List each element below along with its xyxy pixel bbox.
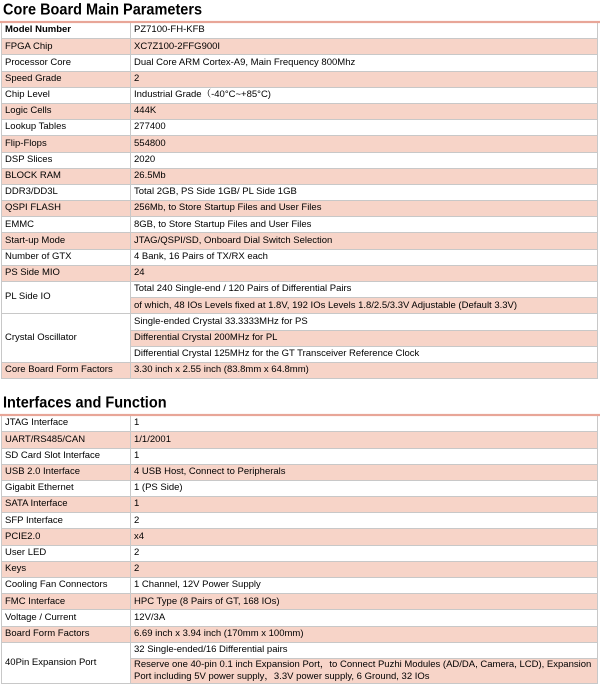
param-name-cell: JTAG Interface xyxy=(2,416,131,432)
param-value-cell: Single-ended Crystal 33.3333MHz for PS xyxy=(131,314,598,330)
table-row xyxy=(2,217,598,233)
param-value-cell: 1 xyxy=(131,448,598,464)
interfaces-section-title: Interfaces and Function xyxy=(0,392,600,416)
param-name-cell: Gigabit Ethernet xyxy=(2,480,131,496)
param-value-cell: JTAG/QSPI/SD, Onboard Dial Switch Selection xyxy=(131,233,598,249)
table-row xyxy=(2,39,598,55)
param-value-cell: 277400 xyxy=(131,120,598,136)
table-row xyxy=(2,87,598,103)
param-name-cell: Lookup Tables xyxy=(2,120,131,136)
table-row xyxy=(2,464,598,480)
param-name-cell: User LED xyxy=(2,545,131,561)
param-value-cell: Differential Crystal 200MHz for PL xyxy=(131,330,598,346)
param-name-cell: Cooling Fan Connectors xyxy=(2,578,131,594)
param-name-cell: Flip-Flops xyxy=(2,136,131,152)
core-params-table xyxy=(1,22,598,379)
param-name-cell: 40Pin Expansion Port xyxy=(2,642,131,683)
table-row xyxy=(2,594,598,610)
table-row xyxy=(2,610,598,626)
param-name-cell: DDR3/DD3L xyxy=(2,184,131,200)
table-row xyxy=(2,513,598,529)
table-row xyxy=(2,71,598,87)
param-name-cell: USB 2.0 Interface xyxy=(2,464,131,480)
table-row xyxy=(2,448,598,464)
param-value-cell: PZ7100-FH-KFB xyxy=(131,23,598,39)
param-name-cell: Crystal Oscillator xyxy=(2,314,131,363)
table-row xyxy=(2,282,598,298)
param-name-cell: QSPI FLASH xyxy=(2,201,131,217)
table-row xyxy=(2,55,598,71)
interfaces-section xyxy=(0,393,600,684)
param-value-cell: Total 240 Single-end / 120 Pairs of Differential Pairs xyxy=(131,282,598,298)
param-name-cell: EMMC xyxy=(2,217,131,233)
table-row xyxy=(2,103,598,119)
table-row xyxy=(2,249,598,265)
table-row xyxy=(2,642,598,658)
param-value-cell: 444K xyxy=(131,103,598,119)
table-row xyxy=(2,201,598,217)
table-row xyxy=(2,416,598,432)
param-name-cell: PCIE2.0 xyxy=(2,529,131,545)
interfaces-table xyxy=(1,415,598,684)
param-name-cell: SATA Interface xyxy=(2,497,131,513)
param-name-cell: Keys xyxy=(2,561,131,577)
param-value-cell: 256Mb, to Store Startup Files and User Files xyxy=(131,201,598,217)
param-name-cell: Core Board Form Factors xyxy=(2,362,131,378)
param-value-cell: Differential Crystal 125MHz for the GT Transceiver Reference Clock xyxy=(131,346,598,362)
table-row xyxy=(2,529,598,545)
param-value-cell: 12V/3A xyxy=(131,610,598,626)
param-value-cell: 26.5Mb xyxy=(131,168,598,184)
param-name-cell: Processor Core xyxy=(2,55,131,71)
table-row xyxy=(2,578,598,594)
param-name-cell: PS Side MIO xyxy=(2,265,131,281)
param-value-cell: 24 xyxy=(131,265,598,281)
param-name-cell: Voltage / Current xyxy=(2,610,131,626)
param-value-cell: 2 xyxy=(131,561,598,577)
param-value-cell: 554800 xyxy=(131,136,598,152)
param-value-cell: 1 xyxy=(131,416,598,432)
table-row xyxy=(2,233,598,249)
param-name-cell: SFP Interface xyxy=(2,513,131,529)
param-name-cell: BLOCK RAM xyxy=(2,168,131,184)
param-value-cell: 4 USB Host, Connect to Peripherals xyxy=(131,464,598,480)
table-row xyxy=(2,120,598,136)
table-row xyxy=(2,136,598,152)
param-value-cell: x4 xyxy=(131,529,598,545)
param-value-cell: Reserve one 40-pin 0.1 inch Expansion Port，to Connect Puzhi Modules (AD/DA, Camera, LCD), Expansion Port including 5V power supply，3.3V power supply, 6 Ground, 32 IOs xyxy=(131,658,598,683)
table-row xyxy=(2,314,598,330)
table-row xyxy=(2,545,598,561)
table-row xyxy=(2,184,598,200)
param-name-cell: Start-up Mode xyxy=(2,233,131,249)
param-value-cell: 2 xyxy=(131,545,598,561)
param-name-cell: Board Form Factors xyxy=(2,626,131,642)
table-row xyxy=(2,362,598,378)
param-value-cell: Industrial Grade（-40°C~+85°C) xyxy=(131,87,598,103)
param-name-cell: Logic Cells xyxy=(2,103,131,119)
param-value-cell: 4 Bank, 16 Pairs of TX/RX each xyxy=(131,249,598,265)
param-value-cell: 8GB, to Store Startup Files and User Files xyxy=(131,217,598,233)
param-value-cell: 1 xyxy=(131,497,598,513)
param-name-cell: UART/RS485/CAN xyxy=(2,432,131,448)
param-value-cell: 6.69 inch x 3.94 inch (170mm x 100mm) xyxy=(131,626,598,642)
table-row xyxy=(2,265,598,281)
table-row xyxy=(2,432,598,448)
param-value-cell: 1 (PS Side) xyxy=(131,480,598,496)
core-section-title: Core Board Main Parameters xyxy=(0,0,600,23)
param-name-cell: Number of GTX xyxy=(2,249,131,265)
table-row xyxy=(2,23,598,39)
param-value-cell: 1/1/2001 xyxy=(131,432,598,448)
table-row xyxy=(2,168,598,184)
param-value-cell: HPC Type (8 Pairs of GT, 168 IOs) xyxy=(131,594,598,610)
table-row xyxy=(2,480,598,496)
param-name-cell: SD Card Slot Interface xyxy=(2,448,131,464)
param-value-cell: 2 xyxy=(131,71,598,87)
param-value-cell: 32 Single-ended/16 Differential pairs xyxy=(131,642,598,658)
table-row xyxy=(2,561,598,577)
param-value-cell: 2020 xyxy=(131,152,598,168)
param-value-cell: Total 2GB, PS Side 1GB/ PL Side 1GB xyxy=(131,184,598,200)
param-name-cell: Model Number xyxy=(2,23,131,39)
table-row xyxy=(2,152,598,168)
param-name-cell: Chip Level xyxy=(2,87,131,103)
param-name-cell: DSP Slices xyxy=(2,152,131,168)
param-value-cell: 1 Channel, 12V Power Supply xyxy=(131,578,598,594)
param-name-cell: FMC Interface xyxy=(2,594,131,610)
param-value-cell: Dual Core ARM Cortex-A9, Main Frequency 800Mhz xyxy=(131,55,598,71)
param-name-cell: Speed Grade xyxy=(2,71,131,87)
param-value-cell: XC7Z100-2FFG900I xyxy=(131,39,598,55)
param-value-cell: 3.30 inch x 2.55 inch (83.8mm x 64.8mm) xyxy=(131,362,598,378)
param-value-cell: of which, 48 IOs Levels fixed at 1.8V, 192 IOs Levels 1.8/2.5/3.3V Adjustable (Default 3.3V) xyxy=(131,298,598,314)
param-name-cell: FPGA Chip xyxy=(2,39,131,55)
table-row xyxy=(2,626,598,642)
param-value-cell: 2 xyxy=(131,513,598,529)
table-row xyxy=(2,497,598,513)
param-name-cell: PL Side IO xyxy=(2,282,131,314)
